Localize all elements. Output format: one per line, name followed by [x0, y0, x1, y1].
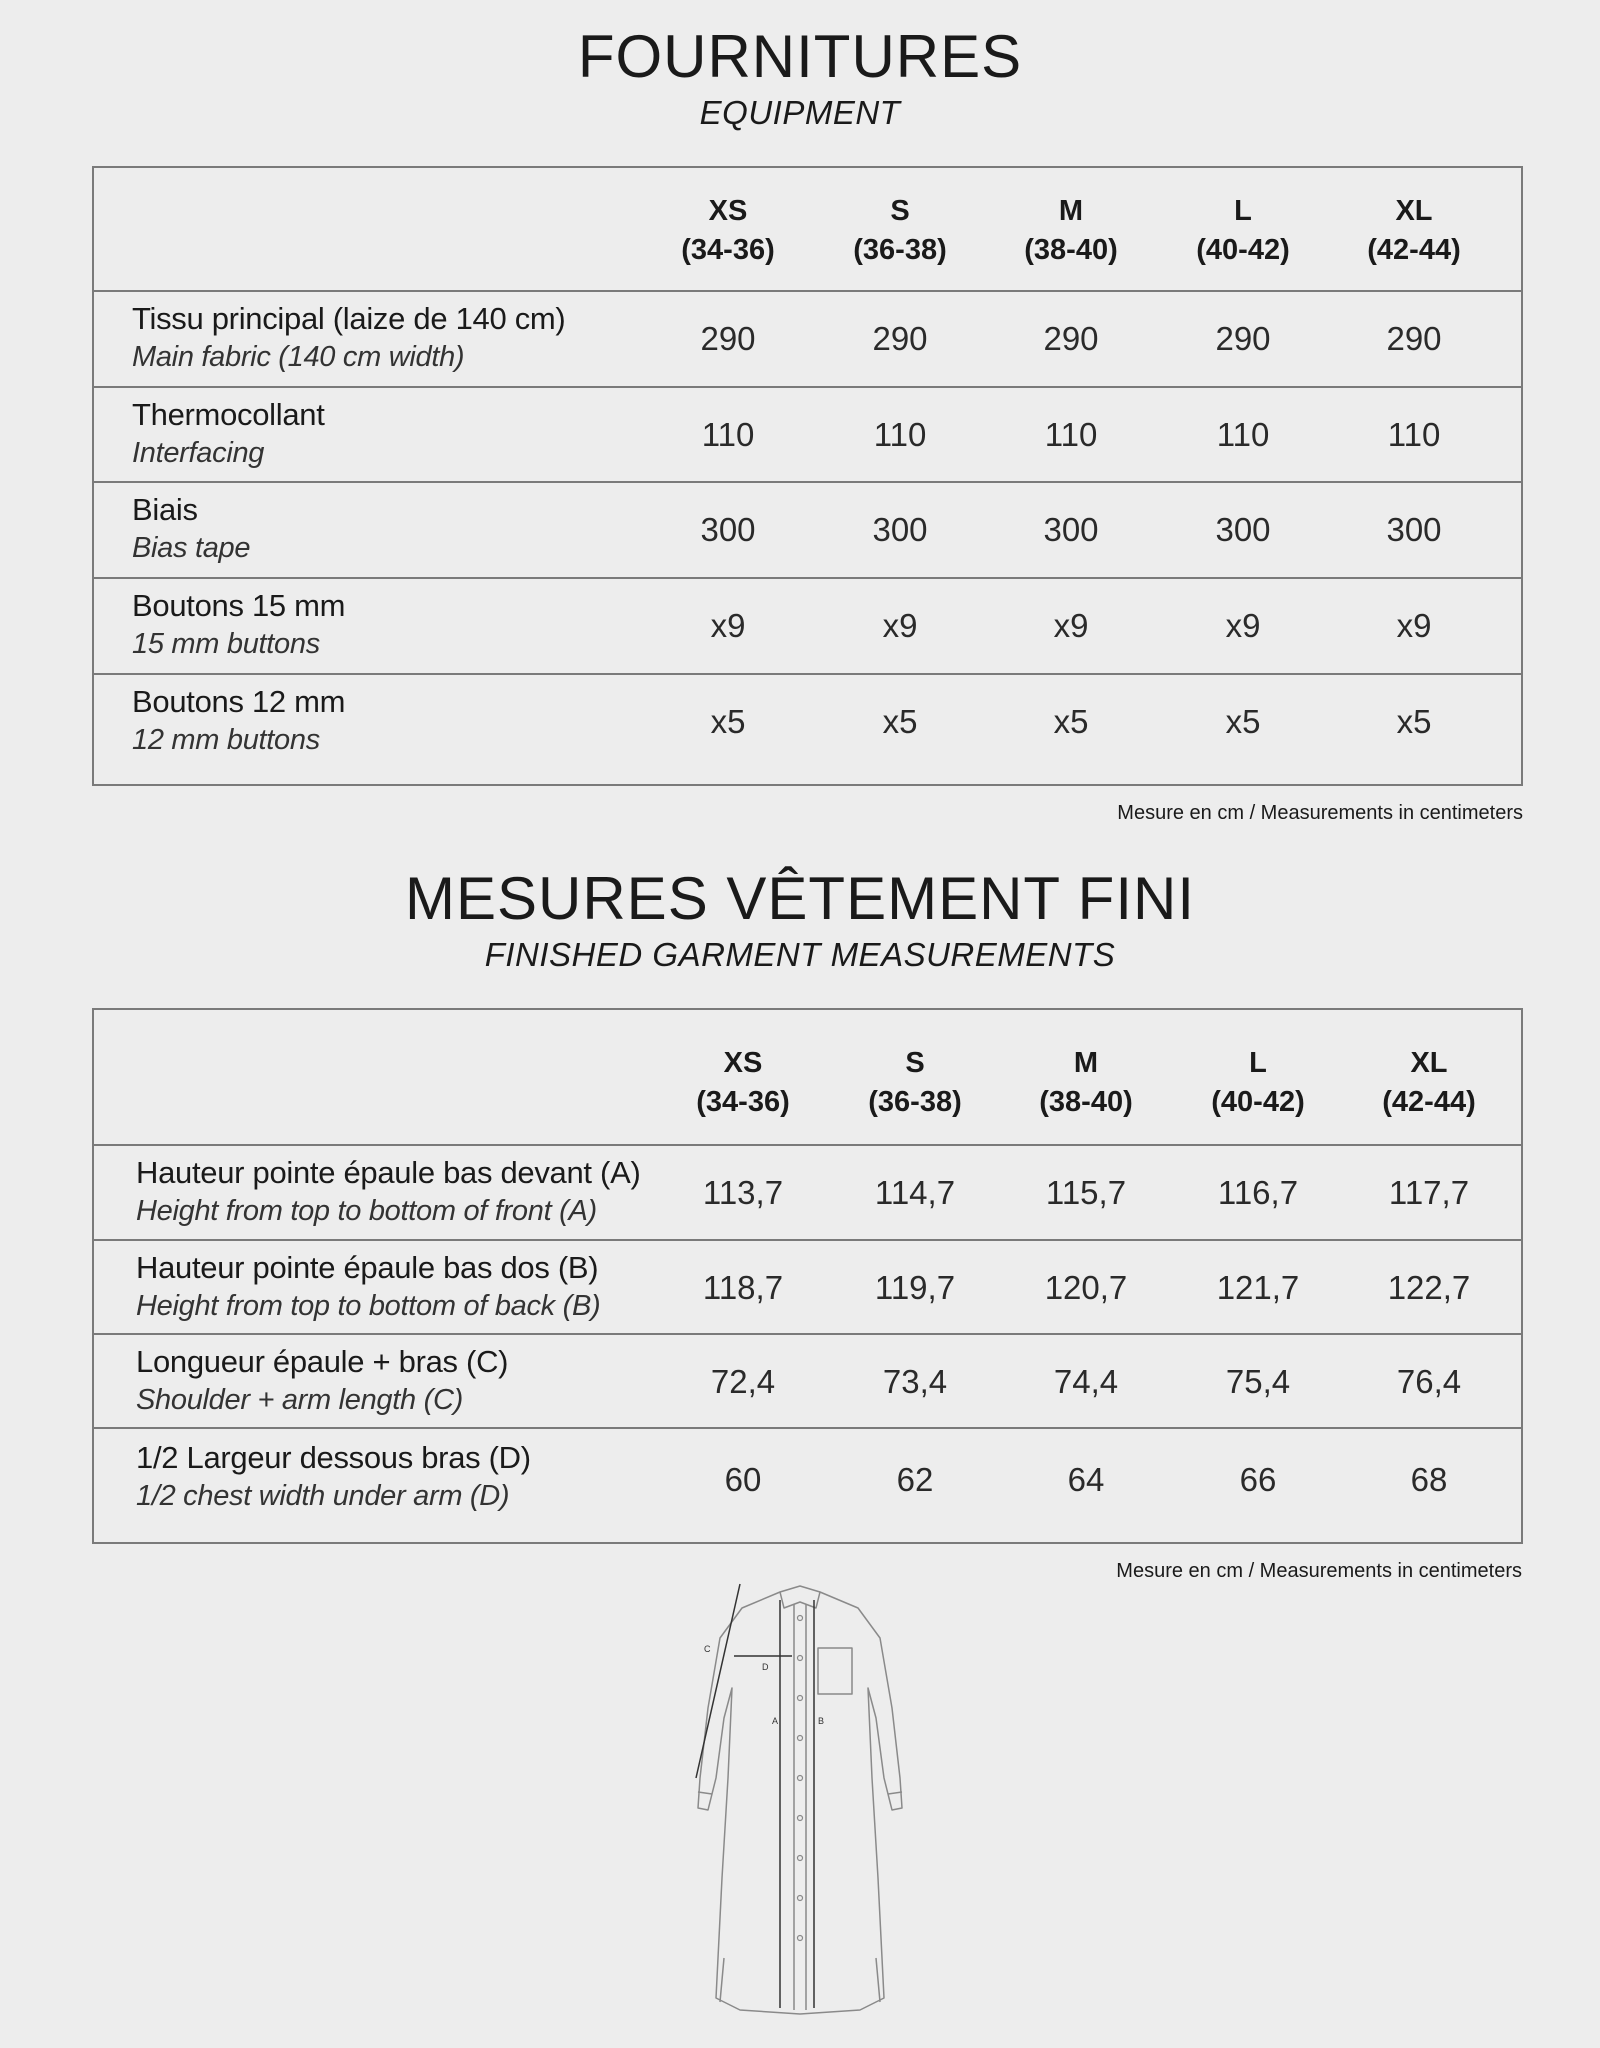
size-header-l: L (40-42) [1196, 195, 1290, 266]
size-header-xs: XS (34-36) [681, 195, 775, 266]
size-header-m: M (38-40) [1039, 1047, 1133, 1118]
pocket [818, 1648, 852, 1694]
row-label: Boutons 12 mm 12 mm buttons [132, 684, 346, 756]
value-cell: 117,7 [1388, 1174, 1470, 1211]
value-cell: 110 [1216, 416, 1270, 453]
value-cell: 290 [872, 320, 928, 357]
measurements-table [92, 1008, 1523, 1544]
measurement-lines [696, 1584, 814, 2008]
row-label: Longueur épaule + bras (C) Shoulder + arm length (C) [136, 1344, 509, 1416]
size-header-s: S (36-38) [868, 1047, 962, 1118]
value-cell: x5 [1225, 703, 1261, 740]
value-cell: x5 [882, 703, 918, 740]
value-cell: 290 [1386, 320, 1442, 357]
table-row [94, 292, 1521, 388]
label-c: C [704, 1644, 711, 1654]
table-row [94, 1241, 1521, 1335]
value-cell: x9 [1396, 607, 1432, 644]
value-cell: 300 [1386, 511, 1442, 548]
measurements-units-note: Mesure en cm / Measurements in centimeters [1116, 1560, 1522, 1582]
value-cell: x9 [710, 607, 746, 644]
row-label: Hauteur pointe épaule bas devant (A) Height from top to bottom of front (A) [136, 1155, 641, 1227]
table-row [94, 483, 1521, 579]
equipment-subtitle: EQUIPMENT [699, 94, 901, 131]
value-cell: 118,7 [702, 1269, 784, 1306]
row-label: Thermocollant Interfacing [132, 397, 325, 469]
equipment-table [92, 166, 1523, 786]
label-d: D [762, 1662, 769, 1672]
value-cell: 62 [896, 1461, 934, 1498]
measurements-title: MESURES VÊTEMENT FINI [405, 865, 1195, 932]
value-cell: 300 [872, 511, 928, 548]
value-cell: 74,4 [1053, 1363, 1119, 1400]
value-cell: 290 [700, 320, 756, 357]
shirt-dress-diagram [680, 1578, 920, 2028]
row-label: Tissu principal (laize de 140 cm) Main fabric (140 cm width) [132, 301, 566, 373]
value-cell: 110 [701, 416, 755, 453]
value-cell: 68 [1410, 1461, 1448, 1498]
row-label: Hauteur pointe épaule bas dos (B) Height from top to bottom of back (B) [136, 1250, 601, 1322]
value-cell: x5 [1053, 703, 1089, 740]
value-cell: 115,7 [1045, 1174, 1127, 1211]
table-row [94, 388, 1521, 483]
value-cell: 121,7 [1216, 1269, 1300, 1306]
size-header-l: L (40-42) [1211, 1047, 1305, 1118]
value-cell: 120,7 [1044, 1269, 1128, 1306]
value-cell: 300 [1215, 511, 1271, 548]
value-cell: x9 [1225, 607, 1261, 644]
measure-c [696, 1584, 740, 1778]
value-cell: 119,7 [874, 1269, 956, 1306]
row-label: Biais Bias tape [132, 492, 251, 564]
buttons [798, 1616, 803, 1941]
value-cell: x9 [882, 607, 918, 644]
row-label: Boutons 15 mm 15 mm buttons [132, 588, 346, 660]
value-cell: 76,4 [1396, 1363, 1462, 1400]
value-cell: x9 [1053, 607, 1089, 644]
value-cell: 64 [1067, 1461, 1105, 1498]
table-row [94, 579, 1521, 675]
equipment-title: FOURNITURES [577, 23, 1023, 90]
value-cell: 116,7 [1217, 1174, 1299, 1211]
size-header-xl: XL (42-44) [1367, 195, 1461, 266]
measurements-header-row [94, 1010, 1521, 1146]
value-cell: 300 [1043, 511, 1099, 548]
size-header-xs: XS (34-36) [696, 1047, 790, 1118]
measurements-subtitle: FINISHED GARMENT MEASUREMENTS [484, 936, 1116, 973]
label-b: B [818, 1716, 825, 1726]
value-cell: 72,4 [710, 1363, 776, 1400]
table-row [94, 1429, 1521, 1542]
equipment-header-row [94, 168, 1521, 292]
value-cell: 290 [1043, 320, 1099, 357]
value-cell: 66 [1239, 1461, 1277, 1498]
value-cell: 300 [700, 511, 756, 548]
row-label: 1/2 Largeur dessous bras (D) 1/2 chest width under arm (D) [136, 1440, 531, 1512]
value-cell: 113,7 [702, 1174, 784, 1211]
equipment-units-note: Mesure en cm / Measurements in centimeters [1117, 802, 1523, 824]
size-header-xl: XL (42-44) [1382, 1047, 1476, 1118]
value-cell: x5 [710, 703, 746, 740]
value-cell: 290 [1215, 320, 1271, 357]
label-a: A [772, 1716, 779, 1726]
table-row [94, 675, 1521, 784]
value-cell: 110 [1387, 416, 1441, 453]
size-header-s: S (36-38) [853, 195, 947, 266]
value-cell: 60 [724, 1461, 762, 1498]
value-cell: 114,7 [874, 1174, 956, 1211]
value-cell: 110 [1044, 416, 1098, 453]
value-cell: 110 [873, 416, 927, 453]
size-header-m: M (38-40) [1024, 195, 1118, 266]
value-cell: 75,4 [1225, 1363, 1291, 1400]
value-cell: x5 [1396, 703, 1432, 740]
table-row [94, 1146, 1521, 1241]
table-row [94, 1335, 1521, 1429]
value-cell: 73,4 [882, 1363, 948, 1400]
value-cell: 122,7 [1387, 1269, 1471, 1306]
